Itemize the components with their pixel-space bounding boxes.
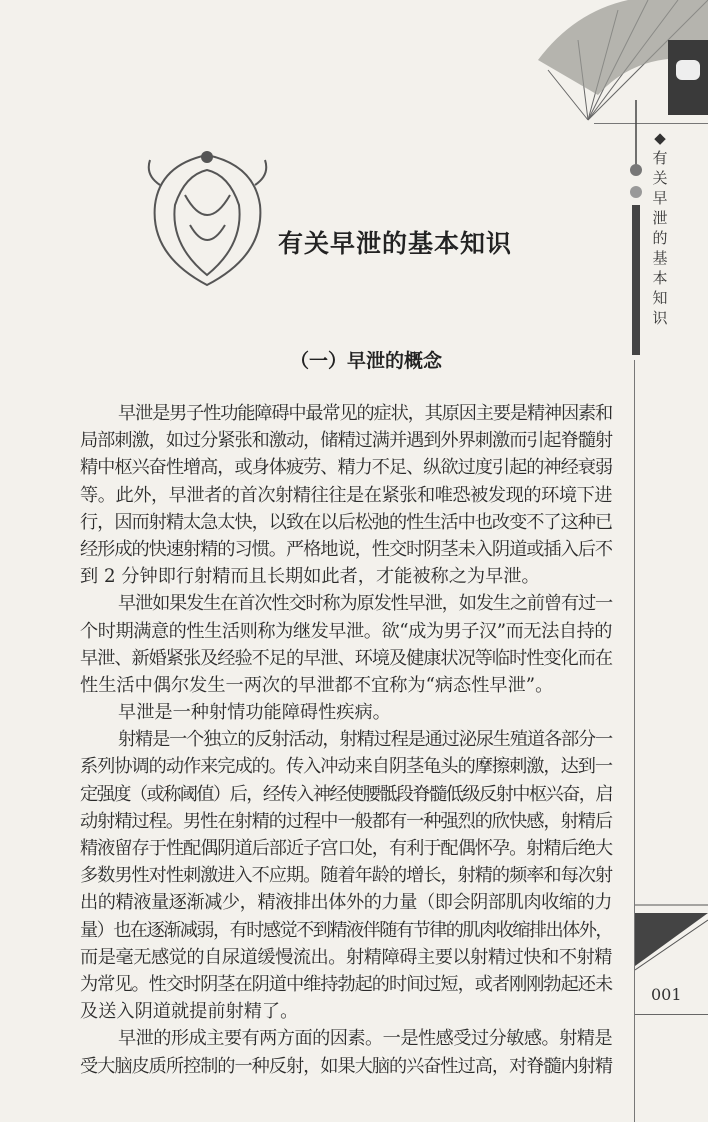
diamond-icon: ◆ <box>654 129 666 147</box>
side-tab-char: 泄 <box>652 209 668 227</box>
paragraph-line: 动射精过程。男性在射精的过程中一般都有一种强烈的欣快感，射精后 <box>80 810 612 832</box>
side-tab-char: 识 <box>652 309 668 327</box>
paragraph-line: 射精是一个独立的反射活动，射精过程是通过泌尿生殖道各部分一 <box>118 729 612 751</box>
paragraph-line: 而是毫无感觉的自尿道缓慢流出。射精障碍主要以射精过快和不射精 <box>80 946 612 968</box>
paragraph-line: 为常见。性交时阴茎在阴道中维持勃起的时间过短，或者刚刚勃起还未 <box>80 973 612 995</box>
page-number: 001 <box>651 985 682 1004</box>
side-tab-char: 知 <box>652 289 668 307</box>
paragraph-line: 早泄是一种射情功能障碍性疾病。 <box>118 702 391 724</box>
paragraph-line: 早泄的形成主要有两方面的因素。一是性感受过分敏感。射精是 <box>118 1028 612 1050</box>
fan-illustration <box>518 0 708 125</box>
paragraph-line: 经形成的快速射精的习惯。严格地说，性交时阴茎未入阴道或插入后不 <box>80 538 612 560</box>
chapter-side-tab <box>651 128 669 328</box>
paragraph-line: 等。此外，早泄者的首次射精往往是在紧张和唯恐被发现的环境下进 <box>80 484 612 506</box>
paragraph-line: 多数男性对性刺激进入不应期。随着年龄的增长，射精的频率和每次射 <box>80 865 612 887</box>
section-heading: （一）早泄的概念 <box>290 350 443 372</box>
side-tab-char: 有 <box>652 149 668 167</box>
header-rule <box>594 123 708 124</box>
chapter-title: 有关早泄的基本知识 <box>278 229 513 258</box>
paragraph-line: 定强度（或称阈值）后，经传入神经使腰骶段脊髓低级反射中枢兴奋，启 <box>80 783 612 805</box>
page-corner-ornament <box>635 900 708 972</box>
paragraph-line: 早泄、新婚紧张及经验不足的早泄、环境及健康状况等临时性变化而在 <box>80 647 612 669</box>
side-tab-char: 本 <box>652 269 668 287</box>
paragraph-line: 局部刺激，如过分紧张和激动，储精过满并遇到外界刺激而引起脊髓射 <box>80 430 612 452</box>
paragraph-line: 早泄是男子性功能障碍中最常见的症状，其原因主要是精神因素和 <box>118 403 612 424</box>
footer-rule <box>635 1014 708 1015</box>
margin-rule <box>634 360 635 1122</box>
paragraph-line: 行，因而射精太急太快，以致在以后松弛的性生活中也改变不了这种已 <box>80 511 612 533</box>
side-tab-char: 的 <box>652 229 668 247</box>
paragraph-line: 早泄如果发生在首次性交时称为原发性早泄，如发生之前曾有过一 <box>118 593 612 615</box>
paragraph-line: 量）也在逐渐减弱，有时感觉不到精液伴随有节律的肌肉收缩排出体外， <box>80 919 612 941</box>
side-tab-char: 基 <box>652 249 668 267</box>
paragraph-line: 个时期满意的性生活则称为继发早泄。欲“成为男子汉”而无法自持的 <box>80 620 612 642</box>
paragraph-line: 性生活中偶尔发生一两次的早泄都不宜称为“病态性早泄”。 <box>80 674 554 696</box>
paragraph-line: 出的精液量逐渐减少，精液排出体外的力量（即会阴部肌肉收缩的力 <box>80 892 612 914</box>
side-tab-char: 早 <box>652 189 668 207</box>
paragraph-line: 到 2 分钟即行射精而且长期如此者，才能被称之为早泄。 <box>80 566 540 588</box>
phoenix-emblem-icon <box>140 145 275 290</box>
paragraph-line: 精液留存于性配偶阴道后部近子宫口处，有利于配偶怀孕。射精后绝大 <box>80 838 612 859</box>
side-tab-char: 关 <box>652 169 668 187</box>
paragraph-line: 系列协调的动作来完成的。传入冲动来自阴茎龟头的摩擦刺激，达到一 <box>80 756 612 778</box>
body-text <box>80 400 612 1080</box>
paragraph-line: 精中枢兴奋性增高，或身体疲劳、精力不足、纵欲过度引起的神经衰弱 <box>80 457 612 479</box>
tassel-ornament <box>628 100 644 360</box>
paragraph-line: 及送入阴道就提前射精了。 <box>80 1001 299 1023</box>
paragraph-line: 受大脑皮质所控制的一种反射，如果大脑的兴奋性过高，对脊髓内射精 <box>80 1055 612 1077</box>
